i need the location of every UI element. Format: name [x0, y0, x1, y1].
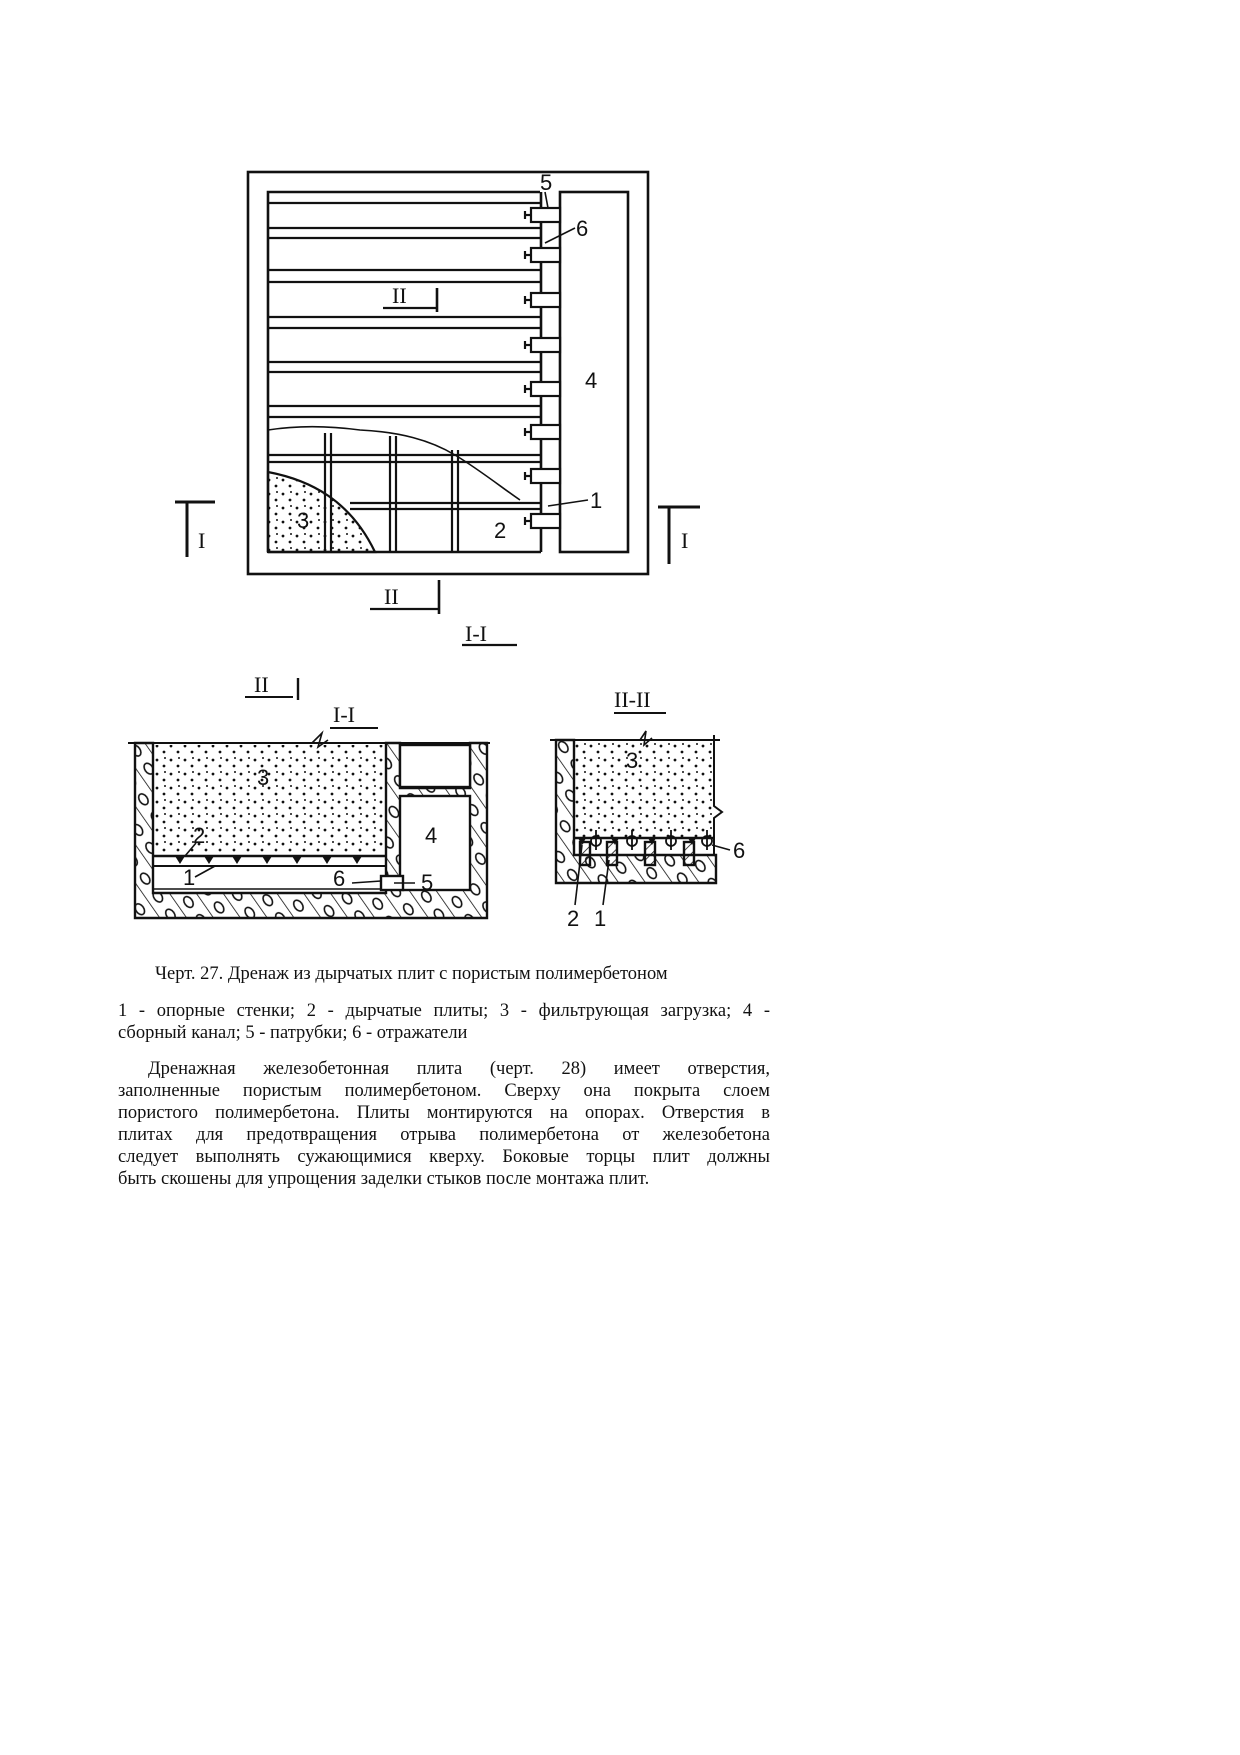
section-mark-inner: II [392, 283, 407, 308]
section-1-filter-load [153, 745, 386, 856]
section-1-label-4: 4 [425, 823, 438, 848]
paragraph-line: заполненные пористым полимербетоном. Сверху она покрыта слоем [118, 1081, 770, 1101]
section-1-title: I-I [333, 702, 355, 727]
section-2-filter-load [574, 741, 714, 838]
paragraph-line: пористого полимербетона. Плиты монтируются на опорах. Отверстия в [118, 1103, 770, 1123]
paragraph-line: Дренажная железобетонная плита (черт. 28) имеет отверстия, [148, 1059, 770, 1079]
plan-label-2: 2 [494, 518, 507, 543]
section-2-title: II-II [614, 687, 651, 712]
legend-line: 1 - опорные стенки; 2 - дырчатые плиты; 3 - фильтрующая загрузка; 4 - [118, 1001, 770, 1021]
legend-line: сборный канал; 5 - патрубки; 6 - отражатели [118, 1023, 468, 1043]
plan-view [175, 172, 700, 645]
section-1-cut-mark: II [254, 672, 269, 697]
section-2-label-6: 6 [733, 838, 746, 863]
plan-label-4: 4 [585, 368, 598, 393]
plan-filter-load [268, 472, 375, 552]
paragraph-line: плитах для предотвращения отрыва полимербетона от железобетона [118, 1125, 770, 1145]
plan-label-3: 3 [297, 508, 310, 533]
paragraph-line: следует выполнять сужающимися кверху. Боковые торцы плит должны [118, 1147, 770, 1167]
section-2-label-3: 3 [626, 748, 639, 773]
plan-nozzles [531, 208, 560, 528]
section-1-label-1: 1 [183, 865, 196, 890]
section-1-label-2: 2 [193, 823, 206, 848]
section-mark-bottom: II [384, 584, 399, 609]
section-2-label-2: 2 [567, 906, 580, 931]
section-mark-right: I [681, 528, 689, 553]
section-1-label-6: 6 [333, 866, 346, 891]
section-2-label-1: 1 [594, 906, 607, 931]
section-mark-left: I [198, 528, 206, 553]
plan-section-title: I-I [465, 621, 487, 646]
paragraph-line: быть скошены для упрощения заделки стыков после монтажа плит. [118, 1169, 650, 1189]
section-2-2 [550, 713, 730, 905]
figure-legend [118, 1000, 770, 1044]
figure-caption: Черт. 27. Дренаж из дырчатых плит с пористым полимербетоном [155, 964, 668, 984]
section-1-label-3: 3 [257, 765, 270, 790]
body-paragraph [118, 1058, 770, 1190]
plan-label-6: 6 [576, 216, 589, 241]
plan-label-5: 5 [540, 170, 553, 195]
section-1-label-5: 5 [421, 870, 434, 895]
plan-label-1: 1 [590, 488, 603, 513]
